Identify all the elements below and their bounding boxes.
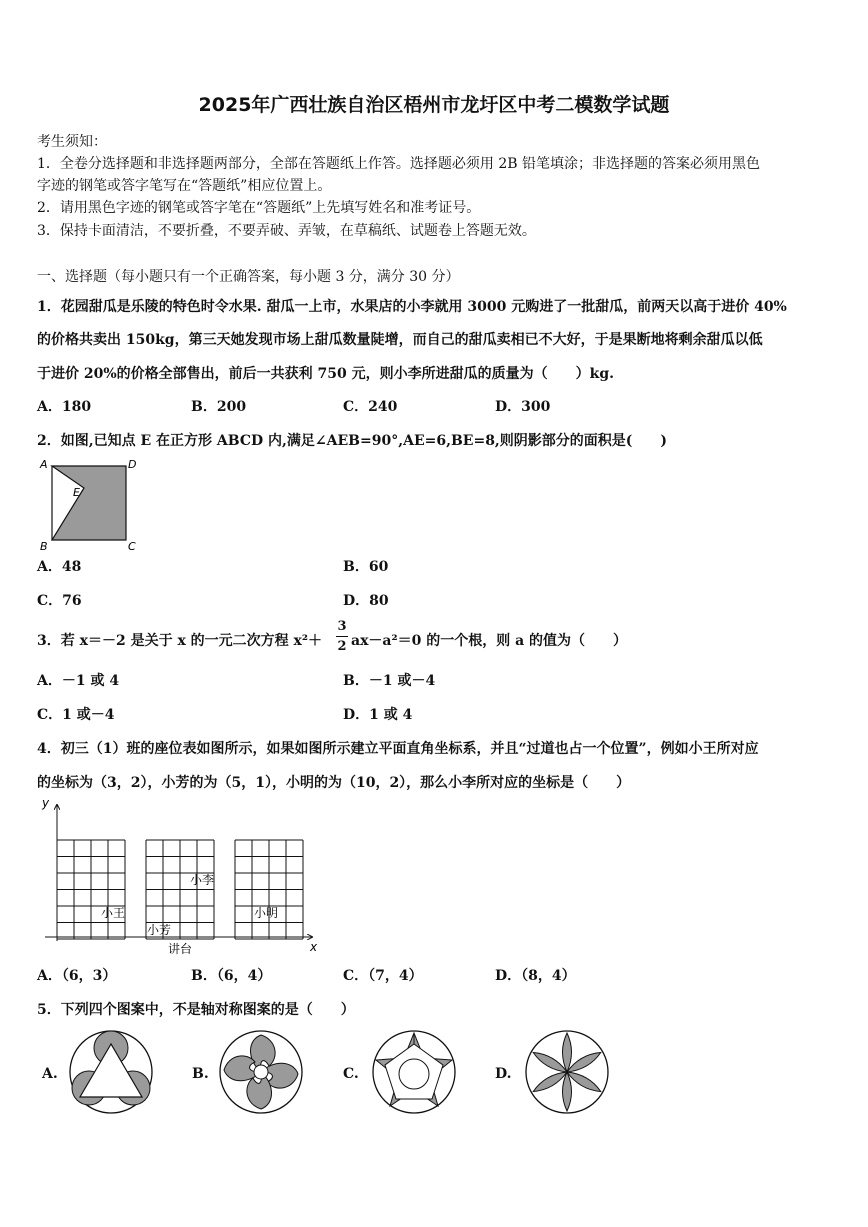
section-heading: 一、选择题（每小题只有一个正确答案，每小题 3 分，满分 30 分）: [37, 269, 460, 285]
fraction-bar: [336, 636, 348, 637]
label-d: D: [128, 458, 137, 471]
option-c: C．76: [37, 593, 82, 609]
option-d: D．300: [495, 399, 551, 415]
option-a: A．－1 或 4: [37, 673, 120, 689]
notice-heading: 考生须知：: [37, 134, 107, 150]
option-d: D．1 或 4: [343, 707, 413, 723]
axis-y-label: y: [42, 796, 50, 810]
notice-line: 3．保持卡面清洁，不要折叠，不要弄破、弄皱，在草稿纸、试题卷上答题无效。: [37, 223, 536, 239]
option-b: B．200: [191, 399, 247, 415]
question-4-line: 4．初三（1）班的座位表如图所示，如果如图所示建立平面直角坐标系，并且“过道也占一个位置”，例如小王所对应: [37, 741, 759, 757]
question-4-line: 的坐标为（3，2），小芳的为（5，1），小明的为（10，2），那么小李所对应的坐标是（ ）: [37, 775, 631, 791]
option-a-label: A.: [42, 1066, 58, 1082]
option-b: B．60: [343, 559, 389, 575]
pattern-d: [523, 1030, 611, 1114]
label-e: E: [73, 486, 80, 499]
question-3-stem-b: ax－a²＝0 的一个根，则 a 的值为（ ）: [351, 633, 628, 649]
option-b-label: B.: [192, 1066, 209, 1082]
page-title: 2025年广西壮族自治区梧州市龙圩区中考二模数学试题: [198, 94, 670, 116]
option-a: A．180: [37, 399, 92, 415]
fraction-numerator: 3: [337, 619, 347, 634]
option-d: D．80: [343, 593, 389, 609]
notice-line: 字迹的钢笔或答字笔写在“答题纸”相应位置上。: [37, 178, 332, 194]
square-figure: [36, 456, 146, 556]
pattern-c: [370, 1030, 458, 1114]
option-b: B．－1 或－4: [343, 673, 436, 689]
question-3-stem-a: 3．若 x＝－2 是关于 x 的一元二次方程 x²＋: [37, 633, 323, 649]
pattern-b: [217, 1030, 305, 1114]
option-b: B．（6，4）: [191, 968, 272, 984]
option-c-label: C.: [343, 1066, 359, 1082]
fraction-denominator: 2: [337, 639, 347, 654]
student-wang: 小王: [101, 906, 126, 920]
option-c: C．1 或－4: [37, 707, 115, 723]
seating-chart: [40, 795, 330, 960]
question-1-line: 于进价 20%的价格全部售出，前后一共获利 750 元，则小李所进甜瓜的质量为（ ）kg.: [37, 366, 614, 382]
question-1-line: 1．花园甜瓜是乐陵的特色时令水果. 甜瓜一上市，水果店的小李就用 3000 元购进了一批甜瓜，前两天以高于进价 40%: [37, 299, 787, 315]
notice-line: 2．请用黑色字迹的钢笔或答字笔在“答题纸”上先填写姓名和准考证号。: [37, 200, 481, 216]
axis-x-label: x: [310, 940, 318, 954]
question-2-stem: 2．如图,已知点 E 在正方形 ABCD 内,满足∠AEB=90°,AE=6,BE=8,则阴影部分的面积是( ): [37, 433, 668, 449]
question-5-stem: 5．下列四个图案中，不是轴对称图案的是（ ）: [37, 1002, 355, 1018]
notice-line: 1．全卷分选择题和非选择题两部分，全部在答题纸上作答。选择题必须用 2B 铅笔填涂；非选择题的答案必须用黑色: [37, 156, 760, 172]
option-a: A．（6，3）: [37, 968, 117, 984]
student-li: 小李: [190, 873, 215, 887]
label-c: C: [128, 540, 136, 553]
option-c: C．（7，4）: [343, 968, 423, 984]
student-fang: 小芳: [147, 923, 172, 937]
label-a: A: [40, 458, 48, 471]
option-a: A．48: [37, 559, 82, 575]
label-b: B: [40, 540, 48, 553]
student-ming: 小明: [254, 906, 279, 920]
question-1-line: 的价格共卖出 150kg，第三天她发现市场上甜瓜数量陡增，而自己的甜瓜卖相已不大好，于是果断地将剩余甜瓜以低: [37, 332, 763, 348]
option-d: D．（8，4）: [495, 968, 576, 984]
pattern-a: [67, 1030, 155, 1114]
podium-label: 讲台: [168, 942, 193, 956]
option-c: C．240: [343, 399, 398, 415]
option-d-label: D.: [495, 1066, 512, 1082]
